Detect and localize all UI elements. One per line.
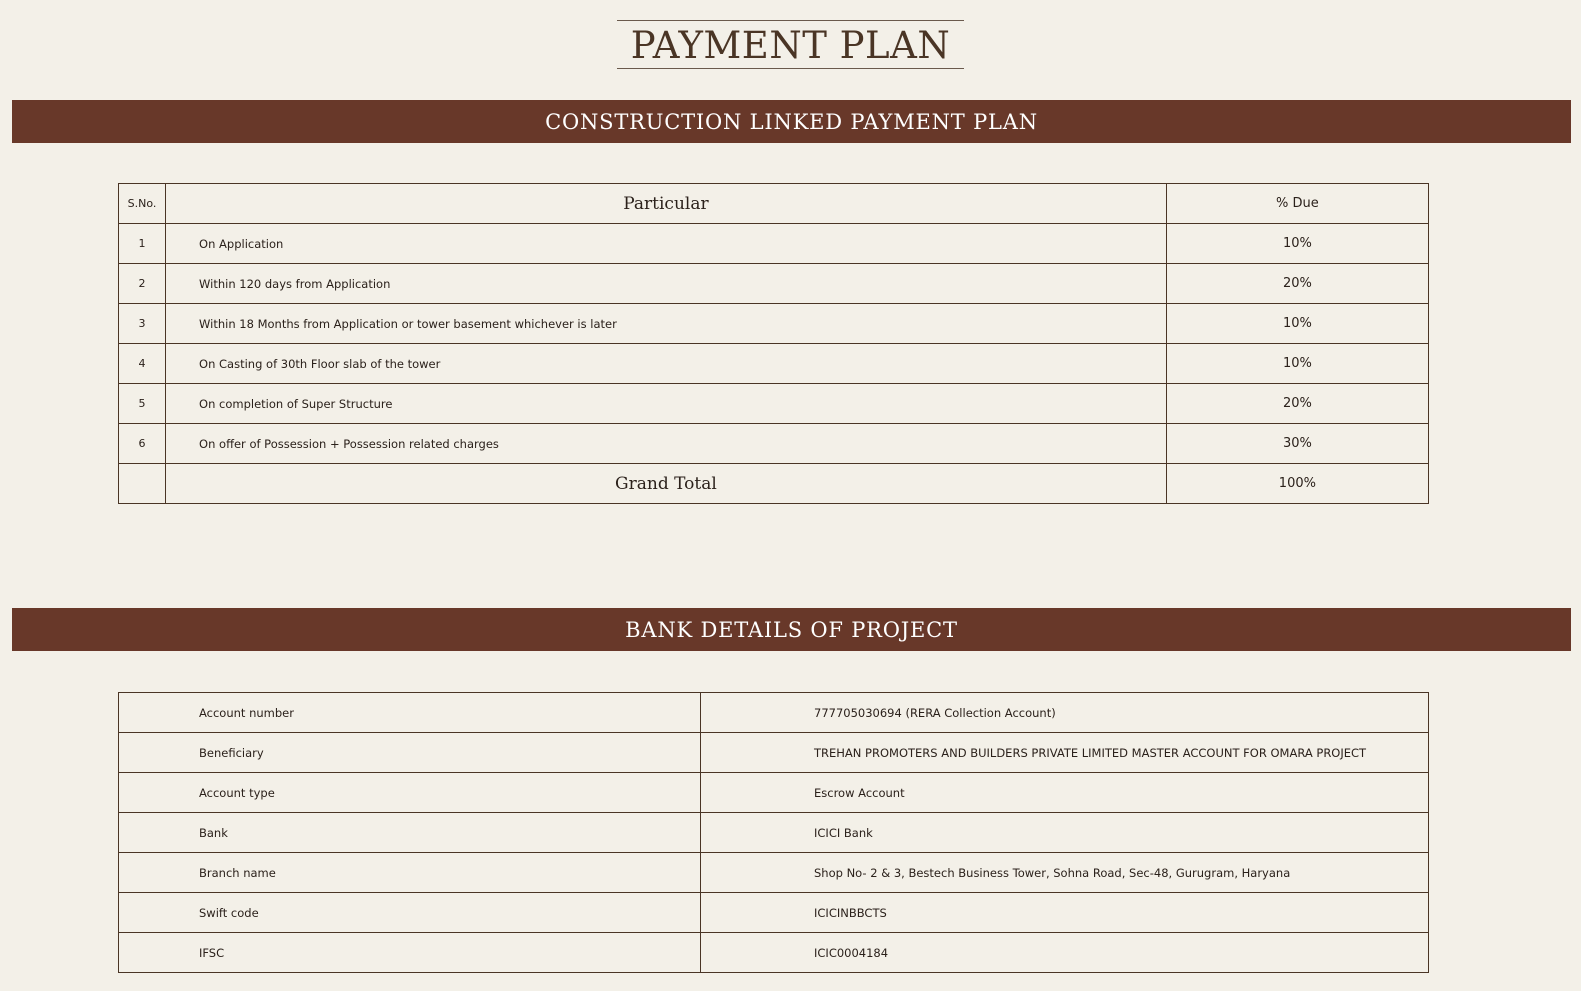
table-row [119,224,1429,264]
bank-field-value: 777705030694 (RERA Collection Account) [701,693,1429,733]
row-due: 20% [1166,384,1428,424]
table-row [119,304,1429,344]
table-row [119,893,1429,933]
table-row [119,933,1429,973]
bank-field-value: Escrow Account [701,773,1429,813]
table-row [119,424,1429,464]
header-due: % Due [1166,184,1428,224]
row-particular: On offer of Possession + Possession related charges [166,424,1167,464]
row-due: 30% [1166,424,1428,464]
row-due: 20% [1166,264,1428,304]
row-due: 10% [1166,304,1428,344]
page-title: PAYMENT PLAN [617,20,964,69]
row-particular: Within 18 Months from Application or tower basement whichever is later [166,304,1167,344]
table-row [119,853,1429,893]
row-particular: Within 120 days from Application [166,264,1167,304]
row-sno: 1 [119,224,166,264]
bank-field-value: Shop No- 2 & 3, Bestech Business Tower, Sohna Road, Sec-48, Gurugram, Haryana [701,853,1429,893]
row-sno: 4 [119,344,166,384]
table-row [119,264,1429,304]
grand-total-value: 100% [1166,464,1428,504]
bank-field-value: ICICINBBCTS [701,893,1429,933]
grand-total-label: Grand Total [166,464,1167,504]
row-sno: 6 [119,424,166,464]
bank-field-label: Swift code [119,893,701,933]
table-header-row [119,184,1429,224]
row-particular: On Casting of 30th Floor slab of the tower [166,344,1167,384]
row-particular: On completion of Super Structure [166,384,1167,424]
table-row [119,733,1429,773]
bank-section-banner: BANK DETAILS OF PROJECT [12,608,1571,651]
header-sno: S.No. [119,184,166,224]
table-row [119,693,1429,733]
row-sno: 5 [119,384,166,424]
bank-field-label: Account type [119,773,701,813]
bank-field-value: ICICI Bank [701,813,1429,853]
row-sno: 2 [119,264,166,304]
payment-plan-table [118,183,1429,504]
bank-field-label: Branch name [119,853,701,893]
row-particular: On Application [166,224,1167,264]
header-particular: Particular [166,184,1167,224]
bank-details-table [118,692,1429,973]
table-row [119,344,1429,384]
table-row [119,813,1429,853]
row-sno: 3 [119,304,166,344]
page-title-wrap [0,20,1581,69]
grand-total-row [119,464,1429,504]
plan-section-banner: CONSTRUCTION LINKED PAYMENT PLAN [12,100,1571,143]
table-row [119,384,1429,424]
bank-field-label: Account number [119,693,701,733]
grand-total-sno [119,464,166,504]
bank-field-label: Beneficiary [119,733,701,773]
bank-field-label: Bank [119,813,701,853]
row-due: 10% [1166,344,1428,384]
row-due: 10% [1166,224,1428,264]
table-row [119,773,1429,813]
bank-field-label: IFSC [119,933,701,973]
bank-field-value: ICIC0004184 [701,933,1429,973]
bank-field-value: TREHAN PROMOTERS AND BUILDERS PRIVATE LIMITED MASTER ACCOUNT FOR OMARA PROJECT [701,733,1429,773]
